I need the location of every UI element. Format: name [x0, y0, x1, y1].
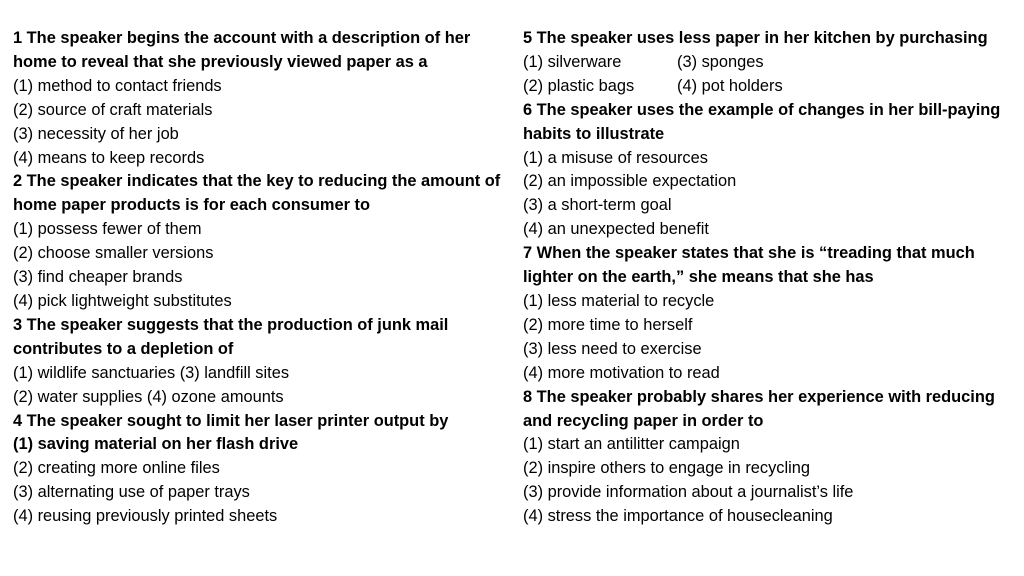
question-7-option-4: (4) more motivation to read [523, 363, 720, 382]
question-6-option-1: (1) a misuse of resources [523, 148, 708, 167]
question-7-option-1: (1) less material to recycle [523, 291, 715, 310]
question-4 [13, 410, 503, 530]
question-5-text: 5 The speaker uses less paper in her kitchen by purchasing [523, 29, 988, 47]
question-2 [13, 170, 503, 313]
question-2-option-1: (1) possess fewer of them [13, 220, 202, 239]
question-4-option-4: (4) reusing previously printed sheets [13, 507, 278, 526]
question-5-option-row-1 [523, 51, 1015, 75]
question-2-text: 2 The speaker indicates that the key to reducing the amount of home paper products is for each consumer to [13, 172, 501, 215]
question-8-option-3: (3) provide information about a journalist’s life [523, 483, 854, 502]
question-8 [523, 386, 1015, 529]
question-7 [523, 242, 1015, 385]
question-5-option-4: (4) pot holders [677, 76, 783, 95]
question-3 [13, 314, 503, 410]
question-2-option-3: (3) find cheaper brands [13, 268, 183, 287]
question-7-option-2: (2) more time to herself [523, 315, 693, 334]
question-6-option-3: (3) a short-term goal [523, 196, 672, 215]
question-1 [13, 27, 503, 170]
question-1-option-1: (1) method to contact friends [13, 76, 222, 95]
question-7-text: 7 When the speaker states that she is “treading that much lighter on the earth,” she means that she has [523, 244, 975, 287]
question-1-option-3: (3) necessity of her job [13, 124, 179, 143]
question-3-text: 3 The speaker suggests that the production of junk mail contributes to a depletion of [13, 315, 449, 358]
question-6-text: 6 The speaker uses the example of changes in her bill-paying habits to illustrate [523, 100, 1001, 143]
right-column [523, 27, 1015, 529]
question-5-option-3: (3) sponges [677, 52, 764, 71]
question-1-option-2: (2) source of craft materials [13, 100, 213, 119]
left-column [13, 27, 503, 529]
question-4-option-1: (1) saving material on her flash drive [13, 435, 299, 454]
question-7-option-3: (3) less need to exercise [523, 339, 702, 358]
question-6-option-2: (2) an impossible expectation [523, 172, 737, 191]
question-5-option-row-2 [523, 75, 1015, 99]
question-2-option-2: (2) choose smaller versions [13, 244, 214, 263]
question-5 [523, 27, 1015, 99]
question-3-option-row-1: (1) wildlife sanctuaries (3) landfill sites [13, 363, 290, 382]
question-5-option-2: (2) plastic bags [523, 76, 635, 95]
question-1-option-4: (4) means to keep records [13, 148, 205, 167]
question-8-text: 8 The speaker probably shares her experience with reducing and recycling paper in order to [523, 387, 995, 430]
question-8-option-1: (1) start an antilitter campaign [523, 435, 740, 454]
question-6 [523, 99, 1015, 242]
question-3-option-row-2: (2) water supplies (4) ozone amounts [13, 387, 284, 406]
question-6-option-4: (4) an unexpected benefit [523, 220, 709, 239]
question-4-option-2: (2) creating more online files [13, 459, 220, 478]
question-4-text: 4 The speaker sought to limit her laser printer output by [13, 411, 449, 430]
question-1-text: 1 The speaker begins the account with a description of her home to reveal that she previously viewed paper as a [13, 29, 471, 71]
question-2-option-4: (4) pick lightweight substitutes [13, 291, 232, 310]
question-8-option-2: (2) inspire others to engage in recycling [523, 459, 810, 478]
question-4-option-3: (3) alternating use of paper trays [13, 483, 250, 502]
question-5-option-1: (1) silverware [523, 52, 622, 71]
question-8-option-4: (4) stress the importance of housecleaning [523, 507, 833, 526]
